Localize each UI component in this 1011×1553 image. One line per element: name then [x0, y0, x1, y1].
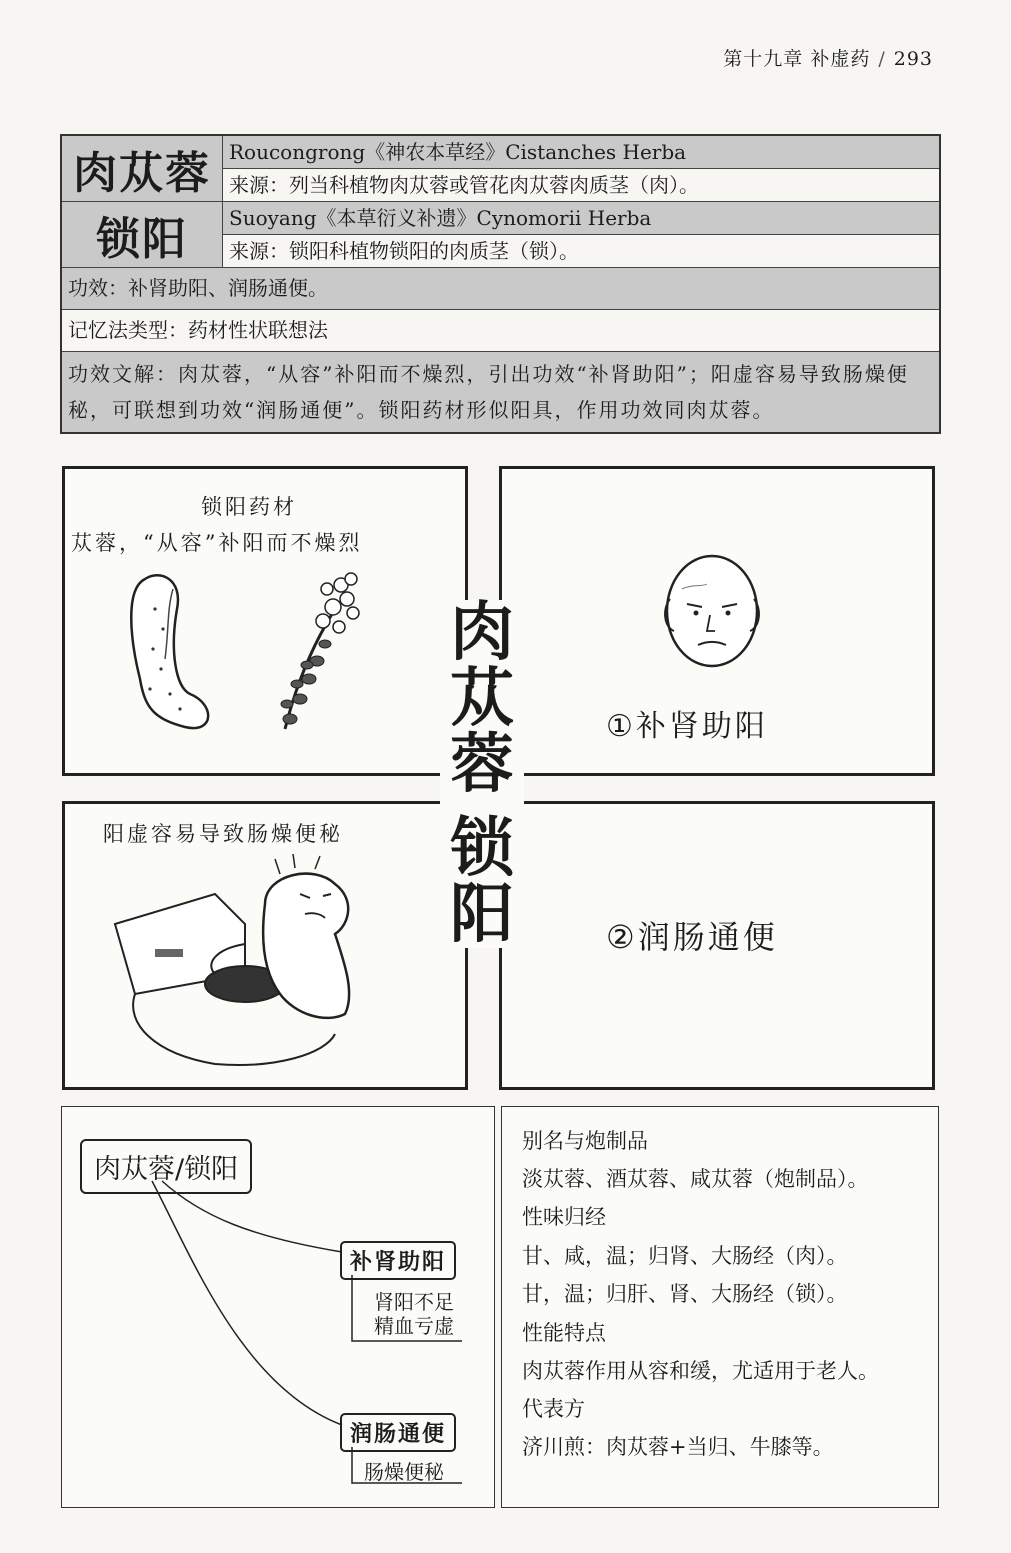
function-label-moisten-intestines: ②润肠通便 [606, 918, 778, 956]
header-separator: / [878, 48, 886, 70]
explanation-row [62, 352, 939, 432]
mind-map-branch-moisten: 润肠通便 [340, 1413, 456, 1452]
mind-map-branch-tonify: 补肾助阳 [340, 1241, 456, 1280]
mind-map-sub: 肾阳不足 [374, 1290, 454, 1314]
comic-panel-herbs [62, 466, 468, 776]
center-title-char: 阳 [450, 878, 514, 952]
herb-info-suoyang [223, 202, 939, 267]
efficacy-text: 功效：补肾助阳、润肠通便。 [62, 268, 939, 309]
notes-text-features: 肉苁蓉作用从容和缓，尤适用于老人。 [522, 1359, 879, 1383]
function-label-tonify-kidney: ①补肾助阳 [606, 709, 768, 744]
notes-heading-property: 性味归经 [522, 1205, 606, 1229]
toilet-figure-illustration [95, 854, 415, 1074]
herb-row-suoyang [62, 202, 939, 268]
comic-panel-moisten-intestines [499, 801, 935, 1090]
center-herb-title [440, 596, 524, 952]
notes-box [501, 1106, 939, 1508]
notes-heading-features: 性能特点 [522, 1321, 606, 1345]
herb-title-line: Suoyang《本草衍义补遗》Cynomorii Herba [223, 202, 939, 235]
center-title-char: 肉 [450, 596, 514, 670]
comic-panel-tonify-kidney [499, 466, 935, 776]
mind-map-sub: 肠燥便秘 [364, 1460, 444, 1484]
herb-info-table [60, 134, 941, 434]
herb-source-line: 来源：列当科植物肉苁蓉或管花肉苁蓉肉质茎（肉）。 [223, 169, 939, 201]
old-man-face-illustration [652, 549, 772, 679]
herb-illustration [65, 569, 465, 769]
herb-source-line: 来源：锁阳科植物锁阳的肉质茎（锁）。 [223, 235, 939, 267]
mind-map [61, 1106, 495, 1508]
notes-text-formula: 济川煎：肉苁蓉+当归、牛膝等。 [522, 1435, 834, 1459]
herb-name-roucongrong: 肉苁蓉 [62, 136, 223, 201]
page-number: 293 [893, 48, 933, 70]
notes-heading-alias: 别名与炮制品 [522, 1129, 648, 1153]
memory-type-text: 记忆法类型：药材性状联想法 [62, 310, 939, 351]
panel1-caption-1: 锁阳药材 [201, 495, 297, 519]
notes-text-property-1: 甘、咸，温；归肾、大肠经（肉）。 [522, 1244, 848, 1268]
efficacy-row [62, 268, 939, 310]
notes-text-property-2: 甘，温；归肝、肾、大肠经（锁）。 [522, 1282, 848, 1306]
center-title-char: 苁 [450, 662, 514, 736]
herb-name-suoyang: 锁阳 [62, 202, 223, 267]
running-header [723, 44, 933, 71]
panel3-caption: 阳虚容易导致肠燥便秘 [103, 822, 343, 846]
center-title-char: 锁 [450, 812, 514, 886]
mind-map-root: 肉苁蓉/锁阳 [80, 1139, 252, 1194]
notes-text-alias: 淡苁蓉、酒苁蓉、咸苁蓉（炮制品）。 [522, 1167, 869, 1191]
chapter-title: 第十九章 补虚药 [723, 48, 871, 70]
explanation-text: 功效文解：肉苁蓉，“从容”补阳而不燥烈，引出功效“补肾助阳”；阳虚容易导致肠燥便秘，可联想到功效“润肠通便”。锁阳药材形似阳具，作用功效同肉苁蓉。 [62, 352, 939, 432]
herb-info-roucongrong [223, 136, 939, 201]
mind-map-sub: 精血亏虚 [374, 1314, 454, 1338]
herb-title-line: Roucongrong《神农本草经》Cistanches Herba [223, 136, 939, 169]
herb-row-roucongrong [62, 136, 939, 202]
memory-type-row [62, 310, 939, 352]
center-title-char: 蓉 [450, 728, 514, 802]
comic-panel-constipation [62, 801, 468, 1090]
notes-heading-formula: 代表方 [522, 1397, 585, 1421]
panel1-caption-2: 苁蓉，“从容”补阳而不燥烈 [71, 531, 363, 555]
